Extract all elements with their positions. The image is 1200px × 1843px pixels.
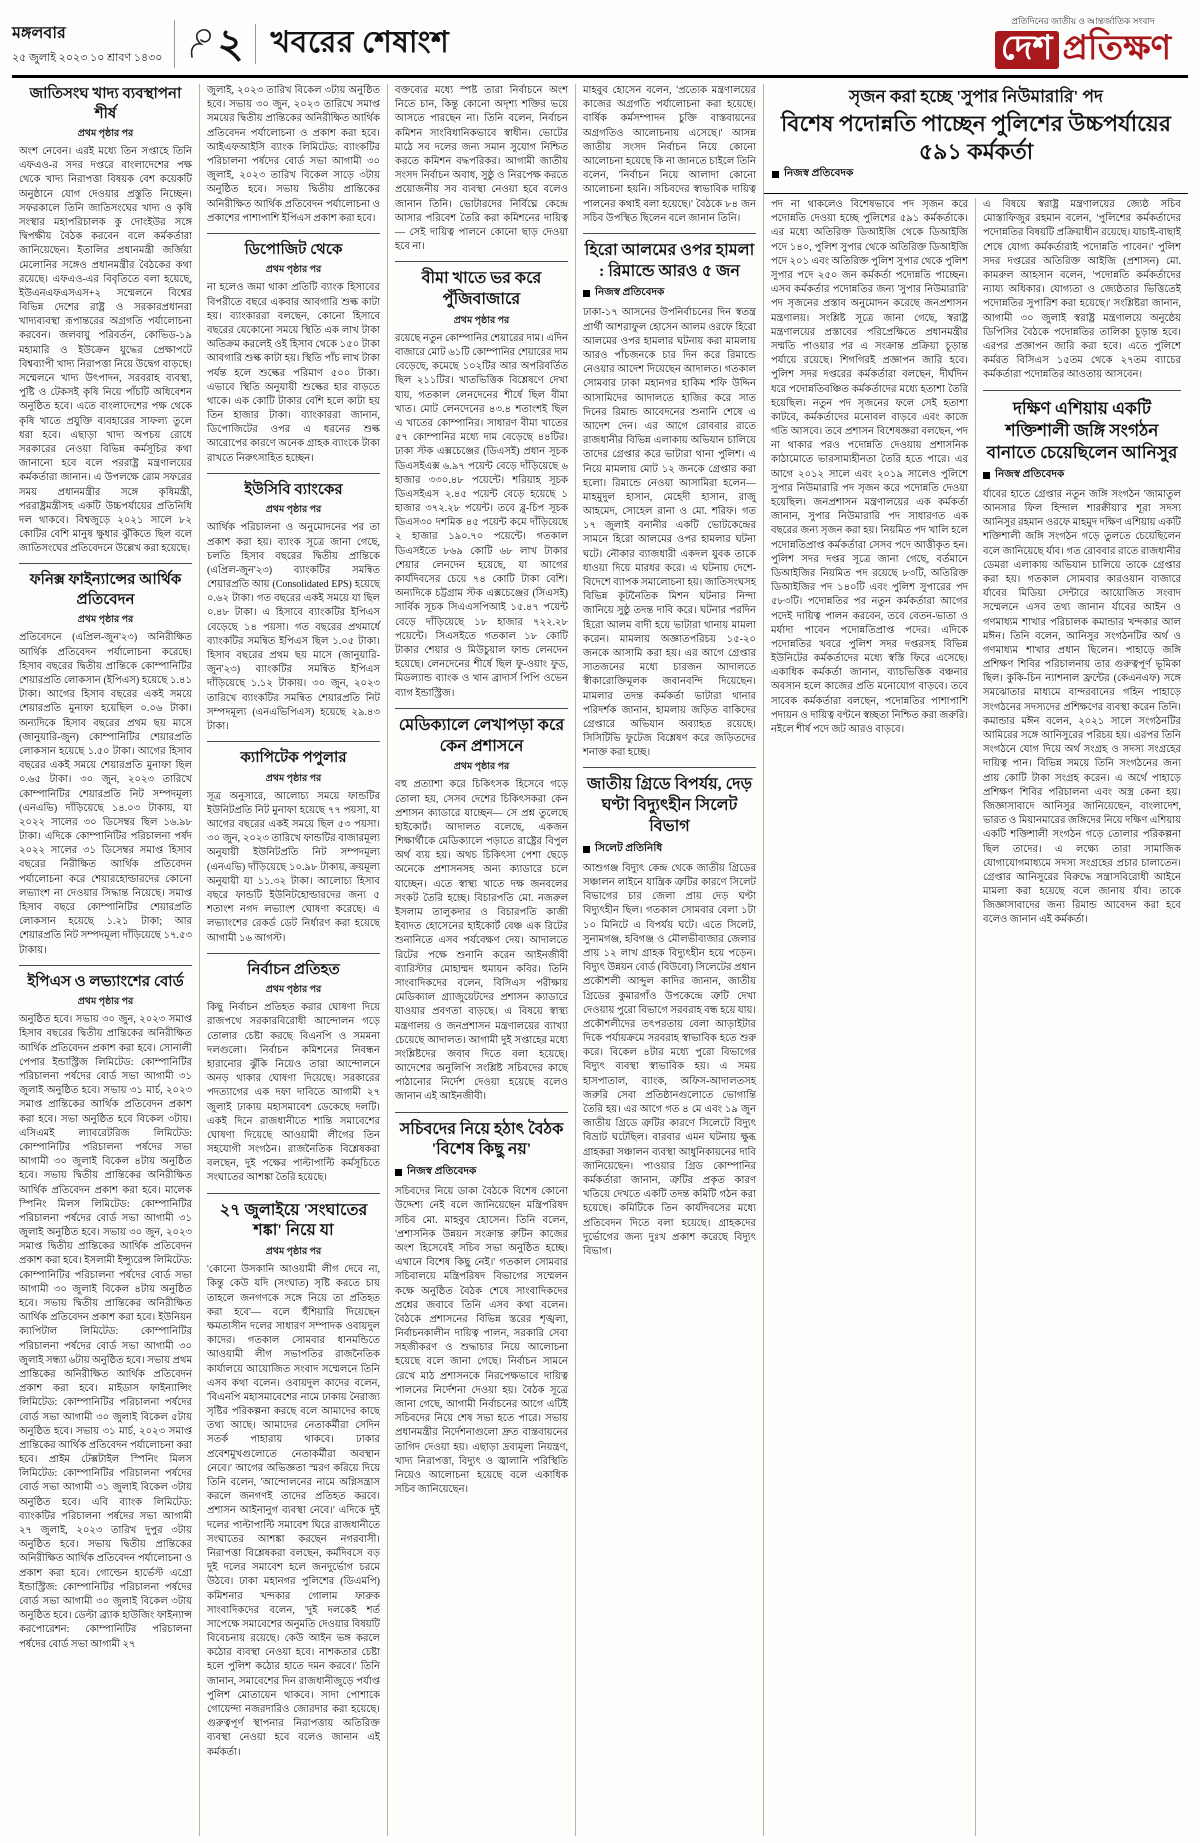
article-police-promotion-head <box>764 84 1188 194</box>
byline <box>772 166 1180 183</box>
date-line: ২৫ জুলাই ২০২৩ ১০ শ্রাবণ ১৪৩০ <box>12 51 163 64</box>
article-ec-continuation <box>395 84 568 254</box>
continued-marker: প্রথম পৃষ্ঠার পর <box>265 265 322 276</box>
article-body: কিছু নির্বাচন প্রতিহত করার ঘোষণা দিয়ে রাজপথে সরকারবিরোধী আন্দোলন গড়ে তোলার চেষ্টা করছে বিএনপি ও সমমনা দলগুলো। নির্বাচন কমিশনের নিবন্ধন হারানোর ঝুঁকি নিয়েও তারা আন্দোলনে অনড় থাকার ঘোষণা দিয়েছে। সরকারের পদত্যাগের এক দফা দাবিতে আগামী ২৭ জুলাই ঢাকায় মহাসমাবেশ ডেকেছে দলটি। একই দিনে রাজধানীতে শান্তি সমাবেশের ঘোষণা দিয়েছে আওয়ামী লীগের তিন সহযোগী সংগঠন। রাজনৈতিক বিশ্লেষকরা বলছেন, দুই পক্ষের পাল্টাপাল্টি কর্মসূচিতে সংঘাতের আশঙ্কা তৈরি হয়েছে। <box>207 1002 380 1184</box>
column-2 <box>200 84 388 1836</box>
continued-marker: প্রথম পৃষ্ঠার পর <box>77 615 134 626</box>
article-sylhet-grid-failure <box>583 767 756 1259</box>
byline-label: নিজস্ব প্রতিবেদক <box>995 468 1065 480</box>
masthead-logo <box>978 31 1188 69</box>
article-eps-dividend-board <box>19 965 192 1652</box>
article-board-list-continuation <box>207 84 380 226</box>
article-body: সূত্র অনুসারে, আলোচ্য সময়ে ফান্ডটির ইউনিটপ্রতি নিট মুনাফা হয়েছে ৭৭ পয়সা, যা আগের বছরের একই সময়ে ছিল ৫৩ পয়সা। ৩০ জুন, ২০২৩ তারিখে ফান্ডটির বাজারমূল্য অনুযায়ী ইউনিটপ্রতি নিট সম্পদমূল্য (এনএভি) দাঁড়িয়েছে ১০.৯৮ টাকায়, ক্রয়মূল্য অনুযায়ী যা ১১.৩২ টাকা। আলোচ্য হিসাব বছরে ফান্ডটি ইউনিটহোল্ডারদের জন্য ৫ শতাংশ নগদ লভ্যাংশ ঘোষণা করেছে। এ লভ্যাংশের রেকর্ড ডেট নির্ধারণ করা হয়েছে আগামী ১৬ আগস্ট। <box>207 790 380 944</box>
article-headline: বিশেষ পদোন্নতি পাচ্ছেন পুলিশের উচ্চপর্যায়ের ৫৯১ কর্মকর্তা <box>781 111 1171 164</box>
continued-marker: প্রথম পৃষ্ঠার পর <box>265 505 322 516</box>
article-body: আশুগঞ্জ বিদ্যুৎ কেন্দ্র থেকে জাতীয় গ্রিডের সঞ্চালন লাইনে যান্ত্রিক ত্রুটির কারণে সিলেট বিভাগের চার জেলা প্রায় দেড় ঘণ্টা বিদ্যুৎহীন ছিল। গতকাল সোমবার বেলা ১টা ১০ মিনিটে এ বিপর্যয় ঘটে। এতে সিলেট, সুনামগঞ্জ, হবিগঞ্জ ও মৌলভীবাজার জেলার প্রায় ১২ লাখ গ্রাহক বিদ্যুৎহীন হয়ে পড়েন। বিদ্যুৎ উন্নয়ন বোর্ড (বিউবো) সিলেটের প্রধান প্রকৌশলী আব্দুল কাদির জানান, জাতীয় গ্রিডের কুমারগাঁও উপকেন্দ্রে ত্রুটি দেখা দেওয়ায় পুরো বিভাগে সরবরাহ বন্ধ হয়ে যায়। প্রকৌশলীদের তৎপরতায় বেলা আড়াইটার দিকে পর্যায়ক্রমে সরবরাহ স্বাভাবিক হতে শুরু করে। বিকেল ৪টার মধ্যে পুরো বিভাগের বিদ্যুৎ ব্যবস্থা স্বাভাবিক হয়। এ সময় হাসপাতাল, ব্যাংক, অফিস-আদালতসহ জরুরি সেবা প্রতিষ্ঠানগুলোতে ভোগান্তি তৈরি হয়। এর আগে গত ৪ মে এবং ১৯ জুন জাতীয় গ্রিডে ত্রুটির কারণে সিলেটে বিদ্যুৎ বিভ্রাট ঘটেছিল। বারবার এমন ঘটনায় ক্ষুব্ধ গ্রাহকরা সঞ্চালন ব্যবস্থা আধুনিকায়নের দাবি জানিয়েছেন। পাওয়ার গ্রিড কোম্পানির কর্মকর্তারা জানান, ত্রুটির প্রকৃত কারণ খতিয়ে দেখতে একটি তদন্ত কমিটি গঠন করা হয়েছে। কমিটিকে তিন কার্যদিবসের মধ্যে প্রতিবেদন দিতে বলা হয়েছে। গ্রাহকদের দুর্ভোগের জন্য দুঃখ প্রকাশ করেছে বিদ্যুৎ বিভাগ। <box>583 862 757 1257</box>
article-body: বক্তব্যের মধ্যে স্পষ্ট তারা নির্বাচনে অংশ নিতে চান, কিন্তু কোনো অদৃশ্য শক্তির ভয়ে আসতে পারছেন না। তিনি বলেন, নির্বাচন কমিশন সাংবিধানিকভাবে স্বাধীন। ভোটের মাঠে সব দলের জন্য সমান সুযোগ নিশ্চিত করতে কমিশন বদ্ধপরিকর। আগামী জাতীয় সংসদ নির্বাচন অবাধ, সুষ্ঠু ও নিরপেক্ষ করতে প্রয়োজনীয় সব ব্যবস্থা নেওয়া হবে বলেও জানান তিনি। ভোটারদের নির্বিঘ্নে কেন্দ্রে আসার পরিবেশ তৈরি করা কমিশনের দায়িত্ব— সেই দায়িত্ব পালনে কোনো ছাড় দেওয়া হবে না। <box>395 85 568 253</box>
column-3 <box>388 84 576 1836</box>
column-4 <box>576 84 764 1836</box>
column-1 <box>12 84 200 1836</box>
masthead-logo-word2: প্রতিক্ষণ <box>1062 30 1172 67</box>
byline-label: নিজস্ব প্রতিবেদক <box>595 287 665 299</box>
page-number-ornament <box>189 20 256 66</box>
article-headline: মেডিক্যালে লেখাপড়া করে কেন প্রশাসনে <box>398 716 565 755</box>
article-headline: ডিপোজিট থেকে <box>244 241 343 258</box>
article-headline: ইপিএস ও লভ্যাংশের বোর্ড <box>27 973 184 990</box>
article-body: রয়েছে নতুন কোম্পানির শেয়ারের দাম। এদিন বাজারে মোট ৬১টি কোম্পানির শেয়ারের দাম বেড়েছে, কমেছে ১০২টির আর অপরিবর্তিত ছিল ২১১টির। খাতভিত্তিক বিশ্লেষণে দেখা যায়, গতকাল লেনদেনের শীর্ষে ছিল বীমা খাত। মোট লেনদেনের ৪৩.৪ শতাংশই ছিল এ খাতের কোম্পানির। সাধারণ বীমা খাতের ৫৭ কোম্পানির মধ্যে দাম বেড়েছে ৪৪টির। ঢাকা স্টক এক্সচেঞ্জের (ডিএসই) প্রধান সূচক ডিএসইএক্স ৬.৯৭ পয়েন্ট বেড়ে দাঁড়িয়েছে ৬ হাজার ৩৩০.৪৮ পয়েন্টে। শরিয়াহ সূচক ডিএসইএস ২.৪৫ পয়েন্ট বেড়ে হয়েছে ১ হাজার ৩৭২.২৮ পয়েন্ট। তবে ব্লু-চিপ সূচক ডিএস৩০ দশমিক ৪৫ পয়েন্ট কমে দাঁড়িয়েছে ২ হাজার ১৯০.৭০ পয়েন্টে। গতকাল ডিএসইতে ৮৬৯ কোটি ৬৮ লাখ টাকার শেয়ার লেনদেন হয়েছে, যা আগের কার্যদিবসের চেয়ে ৭৪ কোটি টাকা বেশি। অন্যদিকে চট্টগ্রাম স্টক এক্সচেঞ্জের (সিএসই) সার্বিক সূচক সিএএসপিআই ১৫.৪৭ পয়েন্ট বেড়ে দাঁড়িয়েছে ১৮ হাজার ৭২২.২৮ পয়েন্টে। সিএসইতে গতকাল ১৮ কোটি টাকার শেয়ার ও মিউচুয়াল ফান্ড লেনদেন হয়েছে। লেনদেনের শীর্ষে ছিল ফু-ওয়াং ফুড, মিডল্যান্ড ব্যাংক ও খান ব্রাদার্স পিপি ওভেন ব্যাগ ইন্ডাস্ট্রিজ। <box>395 332 568 699</box>
flourish-icon <box>189 27 215 61</box>
byline <box>983 467 1181 484</box>
article-police-promotion-tail <box>983 198 1181 382</box>
article-headline: ফনিক্স ফাইন্যান্সের আর্থিক প্রতিবেদন <box>29 572 182 608</box>
header-left <box>12 18 449 69</box>
day-label: মঙ্গলবার <box>12 24 66 42</box>
article-headline: নির্বাচন প্রতিহত <box>247 961 340 978</box>
continued-marker: প্রথম পৃষ্ঠার পর <box>265 985 322 996</box>
byline-label: নিজস্ব প্রতিবেদক <box>407 1166 477 1178</box>
article-body: অনুষ্ঠিত হবে। সভায় ৩০ জুন, ২০২৩ সমাপ্ত হিসাব বছরের দ্বিতীয় প্রান্তিকের অনিরীক্ষিত আর্থিক প্রতিবেদন প্রকাশ করা হবে। সোনালী পেপার ইন্ডাস্ট্রিজ লিমিটেড: কোম্পানিটির পরিচালনা পর্ষদের বোর্ড সভা আগামী ৩১ জুলাই অনুষ্ঠিত হবে। সভায় ৩১ মার্চ, ২০২৩ সমাপ্ত প্রান্তিকের আর্থিক প্রতিবেদন প্রকাশ করা হবে। সভা অনুষ্ঠিত হবে বিকেল ৩টায়। এসিএমই ল্যাবরেটরিজ লিমিটেড: কোম্পানিটির পরিচালনা পর্ষদের সভা আগামী ৩০ জুলাই বিকেল ৪টায় অনুষ্ঠিত হবে। সভায় দ্বিতীয় প্রান্তিকের অনিরীক্ষিত আর্থিক প্রতিবেদন প্রকাশ করা হবে। মালেক স্পিনিং মিলস লিমিটেড: কোম্পানিটির পরিচালনা পর্ষদের বোর্ড সভা আগামী ৩১ জুলাই অনুষ্ঠিত হবে। সভায় ৩০ জুন, ২০২৩ সমাপ্ত দ্বিতীয় প্রান্তিকের আর্থিক প্রতিবেদন প্রকাশ করা হবে। ইসলামী ইন্স্যুরেন্স লিমিটেড: কোম্পানিটির পরিচালনা পর্ষদের বোর্ড সভা আগামী ৩০ জুলাই বিকেল ৪টায় অনুষ্ঠিত হবে। সভায় দ্বিতীয় প্রান্তিকের অনিরীক্ষিত আর্থিক প্রতিবেদন প্রকাশ করা হবে। ইউনিয়ন ক্যাপিটাল লিমিটেড: কোম্পানিটির পরিচালনা পর্ষদের বোর্ড সভা আগামী ৩০ জুলাই সন্ধ্যা ৬টায় অনুষ্ঠিত হবে। সভায় প্রথম প্রান্তিকের অনিরীক্ষিত আর্থিক প্রতিবেদন প্রকাশ করা হবে। মাইডাস ফাইন্যান্সিং লিমিটেড: কোম্পানিটির পরিচালনা পর্ষদের বোর্ড সভা আগামী ৩০ জুলাই বিকেল ৫টায় অনুষ্ঠিত হবে। সভায় ৩১ মার্চ, ২০২৩ সমাপ্ত প্রান্তিকের আর্থিক প্রতিবেদন পর্যালোচনা করা হবে। প্রাইম টেক্সটাইল স্পিনিং মিলস লিমিটেড: কোম্পানিটির পরিচালনা পর্ষদের বোর্ড সভা আগামী ৩১ জুলাই বিকেল ৩টায় অনুষ্ঠিত হবে। এবি ব্যাংক লিমিটেড: ব্যাংকটির পরিচালনা পর্ষদের সভা আগামী ২৭ জুলাই, ২০২৩ তারিখ দুপুর ৩টায় অনুষ্ঠিত হবে। সভায় দ্বিতীয় প্রান্তিকের অনিরীক্ষিত আর্থিক প্রতিবেদন পর্যালোচনা ও প্রকাশ করা হবে। গোল্ডেন হার্ভেস্ট এগ্রো ইন্ডাস্ট্রিজ: কোম্পানিটির পরিচালনা পর্ষদের বোর্ড সভা আগামী ৩০ জুলাই বিকেল ৩টায় অনুষ্ঠিত হবে। ডেল্টা ব্র্যাক হাউজিং ফাইন্যান্স করপোরেশন: কোম্পানিটির পরিচালনা পর্ষদের বোর্ড সভা আগামী ২৭ <box>19 1014 192 1650</box>
article-body: আর্থিক পরিচালনা ও অনুমোদনের পর তা প্রকাশ করা হয়। ব্যাংক সূত্রে জানা গেছে, চলতি হিসাব বছরের দ্বিতীয় প্রান্তিকে (এপ্রিল-জুন'২৩) ব্যাংকটির সমন্বিত শেয়ারপ্রতি আয় (Consolidated EPS) হয়েছে ০.৬২ টাকা। গত বছরের একই সময়ে যা ছিল ০.৪৮ টাকা। এ হিসাবে ব্যাংকটির ইপিএস বেড়েছে ১৪ পয়সা। গত বছরের প্রথমার্ধে ব্যাংকটির সমন্বিত ইপিএস ছিল ১.০৫ টাকা। হিসাব বছরের প্রথম ছয় মাসে (জানুয়ারি-জুন'২৩) ব্যাংকটির সমন্বিত ইপিএস দাঁড়িয়েছে ১.১২ টাকায়। ৩০ জুন, ২০২৩ তারিখে ব্যাংকটির সমন্বিত শেয়ারপ্রতি নিট সম্পদমূল্য (এনএভিপিএস) হয়েছে ২৯.৪৩ টাকা। <box>207 522 380 732</box>
article-deposit-duty <box>207 233 380 466</box>
article-headline: বীমা খাতে ভর করে পুঁজিবাজারে <box>421 270 542 309</box>
continued-marker: প্রথম পৃষ্ঠার পর <box>453 762 510 773</box>
article-kicker: সৃজন করা হচ্ছে 'সুপার নিউমারারি' পদ <box>849 87 1103 106</box>
byline-square-icon <box>583 846 590 853</box>
article-hero-alom-remand <box>583 233 756 761</box>
byline <box>395 1164 568 1181</box>
article-body: অংশ নেবেন। এরই মধ্যে তিন সপ্তাহে তিনি এফএও-র সদর দপ্তরে বাংলাদেশের পক্ষ থেকে খাদ্য নিরাপত্তা বিষয়ক বেশ কয়েকটি অনুষ্ঠানে যোগ দেওয়ার প্রস্তুতি নিচ্ছেন। সফরকালে তিনি জাতিসংঘের খাদ্য ও কৃষি সংস্থার মহাপরিচালক কু দোংইউর সঙ্গে দ্বিপক্ষীয় বৈঠক করবেন বলে কর্মকর্তারা জানিয়েছেন। ইতালির প্রধানমন্ত্রী জর্জিয়া মেলোনির সঙ্গেও প্রধানমন্ত্রীর বৈঠকের কথা রয়েছে। এফএও-এর বিবৃতিতে বলা হয়েছে, ইউএনএফএসএস+২ সম্মেলনে বিশ্বের বিভিন্ন দেশের রাষ্ট্র ও সরকারপ্রধানরা খাদ্যব্যবস্থা রূপান্তরের অগ্রগতি পর্যালোচনা করবেন। জলবায়ু পরিবর্তন, কোভিড-১৯ মহামারি ও ইউক্রেন যুদ্ধের প্রেক্ষাপটে বিশ্বব্যাপী খাদ্য নিরাপত্তা নিয়ে উদ্বেগ বাড়ছে। সম্মেলনে খাদ্য উৎপাদন, সরবরাহ ব্যবস্থা, পুষ্টি ও টেকসই কৃষি নিয়ে পাঁচটি অধিবেশন অনুষ্ঠিত হবে। এতে বাংলাদেশের পক্ষ থেকে কৃষি খাতে প্রযুক্তি ব্যবহারের সাফল্য তুলে ধরা হবে। এছাড়া খাদ্য অপচয় রোধে সরকারের নেওয়া বিভিন্ন কর্মসূচির কথা জানানো হবে বলে পররাষ্ট্র মন্ত্রণালয়ের কর্মকর্তারা জানান। এ উপলক্ষে রোম সফরের সময় প্রধানমন্ত্রীর সঙ্গে কৃষিমন্ত্রী, পররাষ্ট্রমন্ত্রীসহ একটি উচ্চপর্যায়ের প্রতিনিধি দল থাকবে। বিশ্বজুড়ে ২০২১ সালে ৮২ কোটির বেশি মানুষ ক্ষুধার ঝুঁকিতে ছিল বলে জাতিসংঘের প্রতিবেদনে উল্লেখ করা হয়েছে। <box>19 146 192 555</box>
article-secretaries-meeting <box>395 1112 568 1498</box>
masthead-tagline: প্রতিদিনের জাতীয় ও আন্তর্জাতিক সংবাদ <box>1011 16 1155 26</box>
article-headline: দক্ষিণ এশিয়ায় একটি শক্তিশালী জঙ্গি সংগঠন বানাতে চেয়েছিলেন আনিসুর <box>986 398 1178 462</box>
byline-label: সিলেট প্রতিনিধি <box>595 842 663 854</box>
article-body: না হলেও জমা থাকা প্রতিটি ব্যাংক হিসাবের বিপরীতে বছরে একবার আবগারি শুল্ক কাটা হয়। ব্যাংকাররা বলছেন, কোনো হিসাবে বছরের যেকোনো সময়ে স্থিতি এক লাখ টাকা অতিক্রম করলেই ওই হিসাব থেকে ১৫০ টাকা আবগারি শুল্ক কাটা হয়। স্থিতি পাঁচ লাখ টাকা পর্যন্ত হলে শুল্কের পরিমাণ ৫০০ টাকা। এভাবে স্থিতি অনুযায়ী শুল্কের হার বাড়তে থাকে। এক কোটি টাকার বেশি হলে কাটা হয় তিন হাজার টাকা। ব্যাংকাররা জানান, ডিপোজিটের ওপর এ ধরনের শুল্ক আরোপের কারণে অনেক গ্রাহক ব্যাংকে টাকা রাখতে নিরুৎসাহিত হচ্ছেন। <box>207 282 380 464</box>
article-headline: সচিবদের নিয়ে হঠাৎ বৈঠক 'বিশেষ কিছু নয়' <box>399 1120 564 1159</box>
right-section-columns <box>764 198 1188 1836</box>
article-secretaries-continuation <box>583 84 756 226</box>
byline <box>583 285 756 302</box>
masthead <box>978 14 1188 69</box>
article-headline: জাতীয় গ্রিডে বিপর্যয়, দেড় ঘণ্টা বিদ্যুৎহীন সিলেট বিভাগ <box>586 776 753 836</box>
article-headline: ক্যাপিটেক পপুলার <box>240 750 347 767</box>
article-body: এ বিষয়ে স্বরাষ্ট্র মন্ত্রণালয়ের জ্যেষ্ঠ সচিব মোস্তাফিজুর রহমান বলেন, 'পুলিশের কর্মকর্তাদের পদোন্নতির বিষয়টি প্রক্রিয়াধীন রয়েছে। যাচাই-বাছাই শেষে যোগ্য কর্মকর্তারাই পদোন্নতি পাবেন।' পুলিশ সদর দপ্তরের অতিরিক্ত আইজি (প্রশাসন) মো. কামরুল আহসান বলেন, 'পদোন্নতি কর্মকর্তাদের ন্যায্য অধিকার। যোগ্যতা ও জ্যেষ্ঠতার ভিত্তিতেই পদোন্নতির সুপারিশ করা হয়েছে।' সংশ্লিষ্টরা জানান, আগামী ৩০ জুলাই স্বরাষ্ট্র মন্ত্রণালয়ে অনুষ্ঠেয় ডিপিসির বৈঠকে পদোন্নতির তালিকা চূড়ান্ত হবে। এরপর প্রজ্ঞাপন জারি করা হবে। এতে পুলিশে কর্মরত বিসিএস ১৫তম থেকে ২৭তম ব্যাচের কর্মকর্তারা পদোন্নতির আওতায় আসবেন। <box>983 199 1181 381</box>
article-body: পদ না থাকলেও বিশেষভাবে পদ সৃজন করে পদোন্নতি দেওয়া হচ্ছে পুলিশের ৫৯১ কর্মকর্তাকে। এর মধ্যে অতিরিক্ত ডিআইজি থেকে ডিআইজি পদে ১৪০, পুলিশ সুপার থেকে অতিরিক্ত ডিআইজি পদে ২০১ এবং অতিরিক্ত পুলিশ সুপার থেকে পুলিশ সুপার পদে ২৫০ জন কর্মকর্তা পদোন্নতি পাচ্ছেন। এসব কর্মকর্তার পদোন্নতির জন্য 'সুপার নিউমারারি' পদ সৃজনের প্রস্তাব অনুমোদন করেছে জনপ্রশাসন মন্ত্রণালয়। সংশ্লিষ্ট সূত্রে জানা গেছে, স্বরাষ্ট্র মন্ত্রণালয়ের প্রস্তাবের পরিপ্রেক্ষিতে প্রধানমন্ত্রীর সম্মতি পাওয়ার পর এ সংক্রান্ত প্রক্রিয়া চূড়ান্ত পর্যায়ে রয়েছে। শিগগিরই প্রজ্ঞাপন জারি হবে। পুলিশ সদর দপ্তরের কর্মকর্তারা বলছেন, দীর্ঘদিন ধরে পদোন্নতিবঞ্চিত কর্মকর্তাদের মধ্যে হতাশা তৈরি হয়েছিল। নতুন পদ সৃজনের ফলে সেই হতাশা কাটবে, কর্মকর্তাদের মনোবল বাড়বে এবং কাজে গতি আসবে। তবে প্রশাসন বিশেষজ্ঞরা বলছেন, পদ না থাকার পরও পদোন্নতি দেওয়ায় প্রশাসনিক কাঠামোতে ভারসাম্যহীনতা তৈরি হতে পারে। এর আগে ২০১২ সালে এবং ২০১৯ সালেও পুলিশে সুপার নিউমারারি পদ সৃজন করে পদোন্নতি দেওয়া হয়েছিল। জনপ্রশাসন মন্ত্রণালয়ের এক কর্মকর্তা জানান, সুপার নিউমারারি পদ সাধারণত এক বছরের জন্য সৃজন করা হয়। নিয়মিত পদ খালি হলে পদোন্নতিপ্রাপ্ত কর্মকর্তারা সেসব পদে আত্তীকৃত হন। পুলিশ সদর দপ্তর সূত্রে জানা গেছে, বর্তমানে ডিআইজির নিয়মিত পদ রয়েছে ৮৩টি, অতিরিক্ত ডিআইজির পদ ১৪০টি এবং পুলিশ সুপারের পদ ৫৮৩টি। পদোন্নতির পর নতুন কর্মকর্তারা আগের পদেই দায়িত্ব পালন করবেন, তবে বেতন-ভাতা ও মর্যাদা পাবেন পদোন্নতিপ্রাপ্ত পদের। এদিকে পদোন্নতির খবরে পুলিশ সদর দপ্তরসহ বিভিন্ন ইউনিটের কর্মকর্তাদের মধ্যে স্বস্তি ফিরে এসেছে। একাধিক কর্মকর্তা জানান, ব্যাচভিত্তিক বঞ্চনার অবসান হলে কাজের প্রতি মনোযোগ বাড়বে। তবে সাবেক কর্মকর্তারা বলছেন, পদোন্নতির পাশাপাশি পদায়ন ও দায়িত্ব বণ্টনে স্বচ্ছতা নিশ্চিত করা জরুরি। নইলে শীর্ষ পদে জট আরও বাড়বে। <box>771 199 969 736</box>
article-ucb-bank <box>207 473 380 734</box>
continued-marker: প্রথম পৃষ্ঠার পর <box>453 315 510 326</box>
content-grid <box>12 84 1188 1836</box>
article-body: প্রতিবেদনে (এপ্রিল-জুন'২৩) অনিরীক্ষিত আর্থিক প্রতিবেদন পর্যালোচনা করেছে। হিসাব বছরের দ্বিতীয় প্রান্তিকে কোম্পানিটির শেয়ারপ্রতি লোকসান (ইপিএস) হয়েছে ১.৪১ টাকা। আগের হিসাব বছরের একই সময়ে শেয়ারপ্রতি মুনাফা হয়েছিল ০.০৬ টাকা। অন্যদিকে হিসাব বছরের প্রথম ছয় মাসে (জানুয়ারি-জুন) কোম্পানিটির শেয়ারপ্রতি লোকসান হয়েছে ১.৫০ টাকা। আগের হিসাব বছরের একই সময়ে শেয়ারপ্রতি মুনাফা ছিল ০.৬৫ টাকা। ৩০ জুন, ২০২৩ তারিখে কোম্পানিটির শেয়ারপ্রতি নিট সম্পদমূল্য (এনএভি) দাঁড়িয়েছে ১৪.০৩ টাকায়, যা ২০২২ সালের ৩০ ডিসেম্বর ছিল ১৬.৯৮ টাকা। এদিকে কোম্পানিটির পরিচালনা পর্ষদ ২০২২ সালের ৩১ ডিসেম্বর সমাপ্ত হিসাব বছরের নিরীক্ষিত আর্থিক প্রতিবেদন পর্যালোচনা করে শেয়ারহোল্ডারদের কোনো লভ্যাংশ না দেওয়ার সিদ্ধান্ত নিয়েছে। সমাপ্ত হিসাব বছরে কোম্পানিটির শেয়ারপ্রতি লোকসান হয়েছে ১.২১ টাকা; আর শেয়ারপ্রতি নিট সম্পদমূল্য দাঁড়িয়েছে ১৭.৫৩ টাকায়। <box>19 632 192 956</box>
article-headline: ২৭ জুলাইয়ে 'সংঘাতের শঙ্কা' নিয়ে যা <box>219 1201 368 1240</box>
continued-marker: প্রথম পৃষ্ঠার পর <box>265 773 322 784</box>
byline-square-icon <box>395 1169 402 1176</box>
article-medical-to-admin <box>395 708 568 1105</box>
date-block <box>12 20 175 68</box>
article-body: 'কোনো উসকানি আওয়ামী লীগ দেবে না, কিন্তু কেউ যদি (সংঘাত) সৃষ্টি করতে চায় তাহলে জনগণকে সঙ্গে নিয়ে তা প্রতিহত করা হবে'— বলে হুঁশিয়ারি দিয়েছেন ক্ষমতাসীন দলের সাধারণ সম্পাদক ওবায়দুল কাদের। গতকাল সোমবার ধানমন্ডিতে আওয়ামী লীগ সভাপতির রাজনৈতিক কার্যালয়ে আয়োজিত সংবাদ সম্মেলনে তিনি এসব কথা বলেন। ওবায়দুল কাদের বলেন, 'বিএনপি মহাসমাবেশের নামে ঢাকায় নৈরাজ্য সৃষ্টির পরিকল্পনা করছে বলে আমাদের কাছে তথ্য আছে। আমাদের নেতাকর্মীরা সেদিন সতর্ক পাহারায় থাকবে। ঢাকার প্রবেশমুখগুলোতে নেতাকর্মীরা অবস্থান নেবে।' আগের অভিজ্ঞতা স্মরণ করিয়ে দিয়ে তিনি বলেন, 'আন্দোলনের নামে অগ্নিসন্ত্রাস করলে জনগণই তাদের প্রতিহত করবে। প্রশাসন আইনানুগ ব্যবস্থা নেবে।' এদিকে দুই দলের পাল্টাপাল্টি সমাবেশ ঘিরে রাজধানীতে সংঘাতের আশঙ্কা করছেন নগরবাসী। নিরাপত্তা বিশ্লেষকরা বলছেন, কর্মদিবসে বড় দুই দলের সমাবেশ হলে জনদুর্ভোগ চরমে উঠবে। ঢাকা মহানগর পুলিশের (ডিএমপি) কমিশনার খন্দকার গোলাম ফারুক সাংবাদিকদের বলেন, 'দুই দলকেই শর্ত সাপেক্ষে সমাবেশের অনুমতি দেওয়ার বিষয়টি বিবেচনায় রয়েছে। কেউ আইন ভঙ্গ করলে কঠোর ব্যবস্থা নেওয়া হবে। নাশকতার চেষ্টা হলে পুলিশ কঠোর হাতে দমন করবে।' তিনি জানান, সমাবেশের দিন রাজধানীজুড়ে পর্যাপ্ত পুলিশ মোতায়েন থাকবে। সাদা পোশাকে গোয়েন্দা নজরদারিও জোরদার করা হয়েছে। গুরুত্বপূর্ণ স্থাপনার নিরাপত্তায় অতিরিক্ত ব্যবস্থা নেওয়া হবে বলেও জানান এই কর্মকর্তা। <box>207 1264 380 1758</box>
article-body: ঢাকা-১৭ আসনের উপনির্বাচনের দিন স্বতন্ত্র প্রার্থী আশরাফুল হোসেন আলম ওরফে হিরো আলমের ওপর হামলার ঘটনায় করা মামলায় আরও পাঁচজনকে চার দিন করে রিমান্ডে নেওয়ার আদেশ দিয়েছেন আদালত। গতকাল সোমবার ঢাকা মহানগর হাকিম শফি উদ্দিন আসামিদের আদালতে হাজির করে সাত দিনের রিমান্ড আবেদনের শুনানি শেষে এ আদেশ দেন। এর আগে রোববার রাতে রাজধানীর বিভিন্ন এলাকায় অভিযান চালিয়ে তাদের গ্রেপ্তার করে ভাটারা থানা পুলিশ। এ নিয়ে মামলায় মোট ১২ জনকে গ্রেপ্তার করা হলো। রিমান্ডে নেওয়া আসামিরা হলেন— মাহমুদুল হাসান, মেহেদী হাসান, রাজু আহমেদ, সোহেল রানা ও মো. শরিফ। গত ১৭ জুলাই বনানীর একটি ভোটকেন্দ্রের সামনে হিরো আলমের ওপর হামলার ঘটনা ঘটে। নৌকার ব্যাজধারী একদল যুবক তাকে ধাওয়া দিয়ে মারধর করে। এ ঘটনায় দেশে-বিদেশে ব্যাপক সমালোচনা হয়। জাতিসংঘসহ বিভিন্ন কূটনৈতিক মিশন ঘটনার নিন্দা জানিয়ে সুষ্ঠু তদন্ত দাবি করে। ঘটনার পরদিন হিরো আলম বাদী হয়ে ভাটারা থানায় মামলা করেন। মামলায় অজ্ঞাতপরিচয় ১৫-২০ জনকে আসামি করা হয়। এর আগে গ্রেপ্তার সাতজনের মধ্যে চারজন আদালতে স্বীকারোক্তিমূলক জবানবন্দি দিয়েছেন। মামলার তদন্ত কর্মকর্তা ভাটারা থানার পরিদর্শক জানান, হামলায় জড়িত বাকিদের গ্রেপ্তারে অভিযান অব্যাহত রয়েছে। সিসিটিভি ফুটেজ বিশ্লেষণ করে জড়িতদের শনাক্ত করা হচ্ছে। <box>583 307 756 759</box>
article-insurance-stockmarket <box>395 261 568 700</box>
article-body: মাহবুব হোসেন বলেন, 'প্রত্যেক মন্ত্রণালয়ের কাজের অগ্রগতি পর্যালোচনা করা হয়েছে। বার্ষিক কর্মসম্পাদন চুক্তি বাস্তবায়নের অগ্রগতিও আলোচনায় এসেছে।' আসন্ন জাতীয় সংসদ নির্বাচন নিয়ে কোনো আলোচনা হয়েছে কি না জানতে চাইলে তিনি বলেন, 'নির্বাচন নিয়ে আলাদা কোনো আলোচনা হয়নি। সচিবদের স্বাভাবিক দায়িত্ব পালনের কথাই বলা হয়েছে।' বৈঠকে ৮৪ জন সচিব উপস্থিত ছিলেন বলে জানান তিনি। <box>583 85 756 224</box>
article-headline: ইউসিবি ব্যাংকের <box>244 481 343 498</box>
continued-marker: প্রথম পৃষ্ঠার পর <box>77 129 134 139</box>
article-body: জুলাই, ২০২৩ তারিখ বিকেল ৩টায় অনুষ্ঠিত হবে। সভায় ৩০ জুন, ২০২৩ তারিখে সমাপ্ত সময়ের দ্বিতীয় প্রান্তিকের অনিরীক্ষিত আর্থিক প্রতিবেদন পর্যালোচনা ও প্রকাশ করা হবে। আইএফআইসি ব্যাংক লিমিটেড: ব্যাংকটির পরিচালনা পর্ষদের বোর্ড সভা আগামী ৩০ জুলাই, ২০২৩ তারিখ বিকেল সাড়ে ৩টায় অনুষ্ঠিত হবে। সভায় দ্বিতীয় প্রান্তিকের অনিরীক্ষিত আর্থিক প্রতিবেদন পর্যালোচনা ও প্রকাশের পাশাপাশি ইপিএস প্রকাশ করা হবে। <box>207 85 380 224</box>
article-body: সচিবদের নিয়ে ডাকা বৈঠকে বিশেষ কোনো উদ্দেশ্য নেই বলে জানিয়েছেন মন্ত্রিপরিষদ সচিব মো. মাহবুব হোসেন। তিনি বলেন, 'প্রশাসনিক উন্নয়ন সংক্রান্ত রুটিন কাজের অংশ হিসেবেই সচিব সভা অনুষ্ঠিত হচ্ছে। এখানে বিশেষ কিছু নেই।' গতকাল সোমবার সচিবালয়ে মন্ত্রিপরিষদ বিভাগের সম্মেলন কক্ষে অনুষ্ঠিত বৈঠক শেষে সাংবাদিকদের প্রশ্নের জবাবে তিনি এসব কথা বলেন। বৈঠকে প্রশাসনের বিভিন্ন স্তরের শৃঙ্খলা, নির্বাচনকালীন দায়িত্ব পালন, সরকারি সেবা সহজীকরণ ও শুদ্ধাচার নিয়ে আলোচনা হয়েছে বলে জানা গেছে। নির্বাচন সামনে রেখে মাঠ প্রশাসনকে নিরপেক্ষভাবে দায়িত্ব পালনের নির্দেশনা দেওয়া হয়। বৈঠক সূত্রে জানা গেছে, আগামী নির্বাচনের আগে এটিই সচিবদের নিয়ে শেষ সভা হতে পারে। সভায় প্রধানমন্ত্রীর নির্দেশনাগুলো দ্রুত বাস্তবায়নের তাগিদ দেওয়া হয়। এছাড়া দ্রব্যমূল্য নিয়ন্ত্রণ, খাদ্য নিরাপত্তা, বিদ্যুৎ ও জ্বালানি পরিস্থিতি নিয়েও আলোচনা হয়েছে বলে একাধিক সচিব জানিয়েছেন। <box>395 1186 568 1496</box>
masthead-logo-word1: দেশ <box>995 31 1059 69</box>
byline-label: নিজস্ব প্রতিবেদক <box>784 168 854 180</box>
article-headline: হিরো আলমের ওপর হামলা : রিমান্ডে আরও ৫ জন <box>584 241 755 280</box>
byline-square-icon <box>583 290 590 297</box>
article-militant-anisur <box>983 390 1181 928</box>
continued-marker: প্রথম পৃষ্ঠার পর <box>77 997 134 1008</box>
article-un-food-summit <box>19 85 192 556</box>
column-6 <box>976 198 1188 1836</box>
byline <box>583 841 756 858</box>
article-headline: জাতিসংঘ খাদ্য ব্যবস্থাপনা শীর্ষ <box>29 86 182 122</box>
continued-marker: প্রথম পৃষ্ঠার পর <box>265 1247 322 1258</box>
page-number: ২ <box>217 20 244 66</box>
column-5 <box>764 198 976 1836</box>
page-header <box>12 8 1188 78</box>
article-body: র্যাবের হাতে গ্রেপ্তার নতুন জঙ্গি সংগঠন 'জামাতুল আনসার ফিল হিন্দাল শারক্বীয়া'র শূরা সদস্য আনিসুর রহমান ওরফে মাহমুদ দক্ষিণ এশিয়ায় একটি শক্তিশালী জঙ্গি সংগঠন গড়ে তুলতে চেয়েছিলেন বলে জানিয়েছে র্যাব। গত রোববার রাতে রাজধানীর ডেমরা এলাকায় অভিযান চালিয়ে তাকে গ্রেপ্তার করা হয়। গতকাল সোমবার কারওয়ান বাজারে র্যাবের মিডিয়া সেন্টারে আয়োজিত সংবাদ সম্মেলনে এসব তথ্য জানান র্যাবের আইন ও গণমাধ্যম শাখার পরিচালক কমান্ডার খন্দকার আল মঈন। তিনি বলেন, আনিসুর সংগঠনটির অর্থ ও গণমাধ্যম শাখার প্রধান ছিলেন। পাহাড়ে জঙ্গি প্রশিক্ষণ শিবির পরিচালনায় তার গুরুত্বপূর্ণ ভূমিকা ছিল। কুকি-চিন ন্যাশনাল ফ্রন্টের (কেএনএফ) সঙ্গে সমঝোতার মাধ্যমে বান্দরবানের গহিন পাহাড়ে সংগঠনের সদস্যদের প্রশিক্ষণের ব্যবস্থা করেন তিনি। কমান্ডার মঈন বলেন, ২০২১ সালে সংগঠনটির আমিরের সঙ্গে আনিসুরের পরিচয় হয়। এরপর তিনি সংগঠনে যোগ দিয়ে অর্থ সংগ্রহ ও সদস্য সংগ্রহের দায়িত্ব পান। বিভিন্ন সময়ে তিনি সংগঠনের জন্য প্রায় কোটি টাকা সংগ্রহ করেন। এ অর্থে পাহাড়ে প্রশিক্ষণ শিবির পরিচালনা এবং অস্ত্র কেনা হয়। জিজ্ঞাসাবাদে আনিসুর জানিয়েছেন, বাংলাদেশ, ভারত ও মিয়ানমারের জঙ্গিদের নিয়ে দক্ষিণ এশিয়ায় একটি শক্তিশালী সংগঠন গড়ে তোলার পরিকল্পনা ছিল তাদের। এ লক্ষ্যে তারা সামাজিক যোগাযোগমাধ্যমে সদস্য সংগ্রহের প্রচার চালাতেন। গ্রেপ্তার আনিসুরের বিরুদ্ধে সন্ত্রাসবিরোধী আইনে মামলা করা হয়েছে বলে জানায় র্যাব। তাকে জিজ্ঞাসাবাদের জন্য রিমান্ড আবেদন করা হবে বলেও জানান এই কর্মকর্তা। <box>983 488 1181 926</box>
article-july27-clash-fear <box>207 1193 380 1760</box>
right-section <box>764 84 1188 1836</box>
byline-square-icon <box>772 171 779 178</box>
article-capitec-popular-fund <box>207 741 380 946</box>
section-title: খবরের শেষাংশ <box>270 26 450 59</box>
article-body: বহু প্রত্যাশা করে চিকিৎসক হিসেবে গড়ে তোলা হয়, সেসব দেশের চিকিৎসকরা কেন প্রশাসন ক্যাডারে যাচ্ছেন— সে প্রশ্ন তুলেছে হাইকোর্ট। আদালত বলেছে, একজন শিক্ষার্থীকে মেডিক্যালে পড়াতে রাষ্ট্রের বিপুল অর্থ ব্যয় হয়। অথচ চিকিৎসা পেশা ছেড়ে অনেকে প্রশাসনসহ অন্য ক্যাডারে চলে যাচ্ছেন। এতে স্বাস্থ্য খাতে দক্ষ জনবলের সংকট তৈরি হচ্ছে। বিচারপতি মো. নজরুল ইসলাম তালুকদার ও বিচারপতি কাজী ইবাদত হোসেনের হাইকোর্ট বেঞ্চ এক রিটের শুনানিতে এসব পর্যবেক্ষণ দেয়। আদালতে রিটের পক্ষে শুনানি করেন আইনজীবী ব্যারিস্টার মোহাম্মদ হুমায়ন কবির। তিনি সাংবাদিকদের বলেন, বিসিএস পরীক্ষায় মেডিক্যাল গ্র্যাজুয়েটদের প্রশাসন ক্যাডারে যাওয়ার প্রবণতা বাড়ছে। এ বিষয়ে স্বাস্থ্য মন্ত্রণালয় ও জনপ্রশাসন মন্ত্রণালয়ের ব্যাখ্যা চেয়েছে আদালত। আগামী দুই সপ্তাহের মধ্যে সংশ্লিষ্টদের জবাব দিতে বলা হয়েছে। আদেশের অনুলিপি সংশ্লিষ্ট সচিবদের কাছে পাঠানোর নির্দেশ দেওয়া হয়েছে বলেও জানান এই আইনজীবী। <box>395 779 568 1103</box>
byline-square-icon <box>983 472 990 479</box>
article-election-resist <box>207 953 380 1186</box>
article-phoenix-finance <box>19 563 192 957</box>
